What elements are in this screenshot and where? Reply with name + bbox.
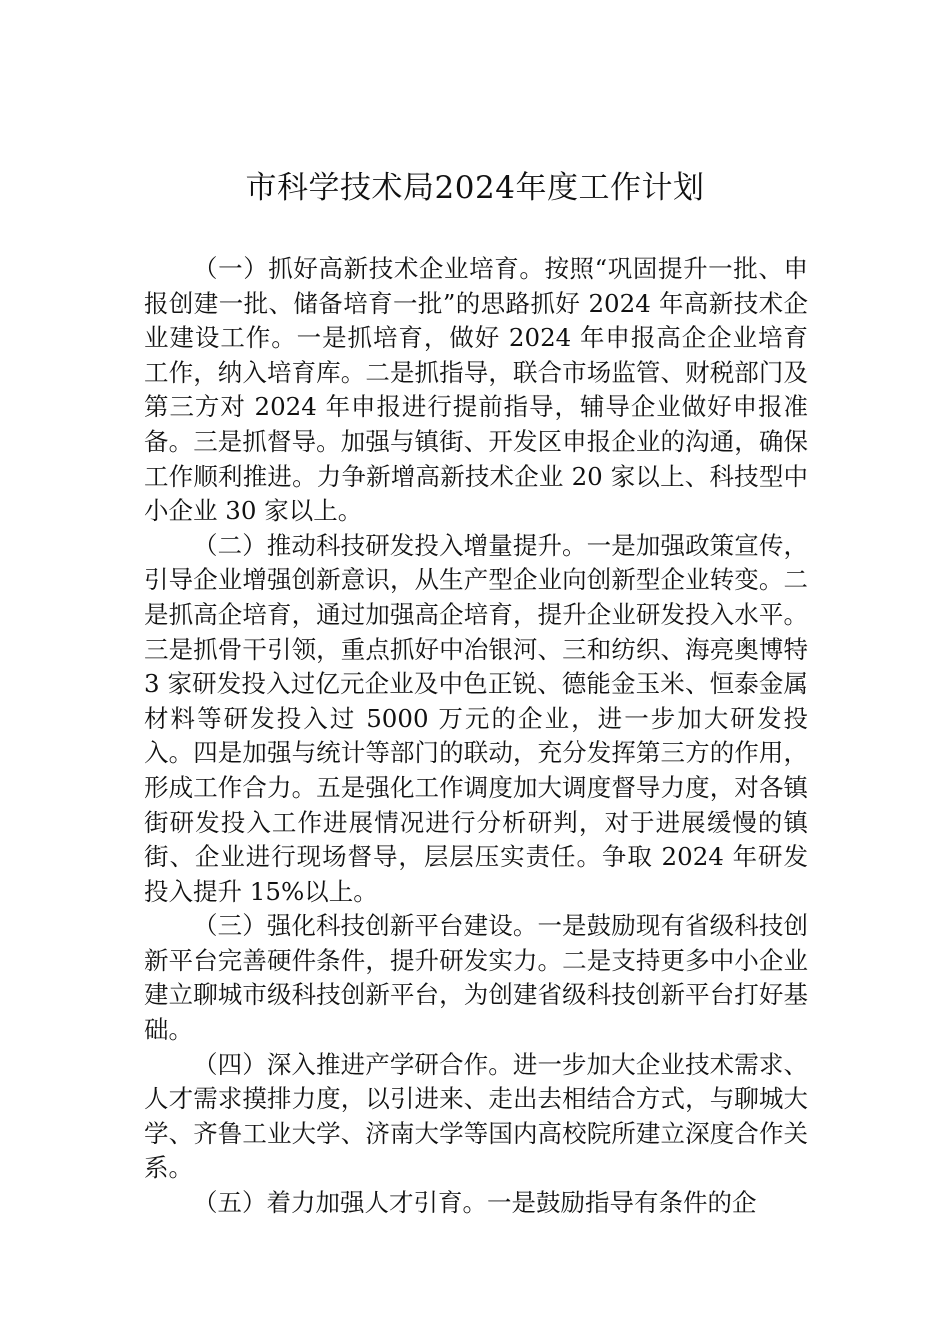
paragraph-1: （一）抓好高新技术企业培育。按照“巩固提升一批、申报创建一批、储备培育一批”的思路抓好 2024 年高新技术企业建设工作。一是抓培育，做好 2024 年申报高企企业培育工作，纳入培育库。二是抓指导，联合市场监管、财税部门及第三方对 2024 年申报进行提前指导，辅导企业做好申报准备。三是抓督导。加强与镇街、开发区申报企业的沟通，确保工作顺利推进。力争新增高新技术企业 20 家以上、科技型中小企业 30 家以上。	[144, 254, 808, 526]
document-title: 市科学技术局2024年度工作计划	[245, 170, 705, 206]
paragraph-5: （五）着力加强人才引育。一是鼓励指导有条件的企	[193, 1188, 757, 1218]
paragraph-4: （四）深入推进产学研合作。进一步加大企业技术需求、人才需求摸排力度，以引进来、走出去相结合方式，与聊城大学、齐鲁工业大学、济南大学等国内高校院所建立深度合作关系。	[144, 1049, 808, 1183]
paragraph-2: （二）推动科技研发投入增量提升。一是加强政策宣传，引导企业增强创新意识，从生产型企业向创新型企业转变。二是抓高企培育，通过加强高企培育，提升企业研发投入水平。三是抓骨干引领，重点抓好中冶银河、三和纺织、海亮奥博特 3 家研发投入过亿元企业及中色正锐、德能金玉米、恒泰金属材料等研发投入过 5000 万元的企业，进一步加大研发投入。四是加强与统计等部门的联动，充分发挥第三方的作用，形成工作合力。五是强化工作调度加大调度督导力度，对各镇街研发投入工作进展情况进行分析研判，对于进展缓慢的镇街、企业进行现场督导，层层压实责任。争取 2024 年研发投入提升 15%以上。	[144, 530, 808, 906]
paragraph-3: （三）强化科技创新平台建设。一是鼓励现有省级科技创新平台完善硬件条件，提升研发实力。二是支持更多中小企业建立聊城市级科技创新平台，为创建省级科技创新平台打好基础。	[144, 911, 808, 1045]
document-body	[144, 252, 808, 1221]
